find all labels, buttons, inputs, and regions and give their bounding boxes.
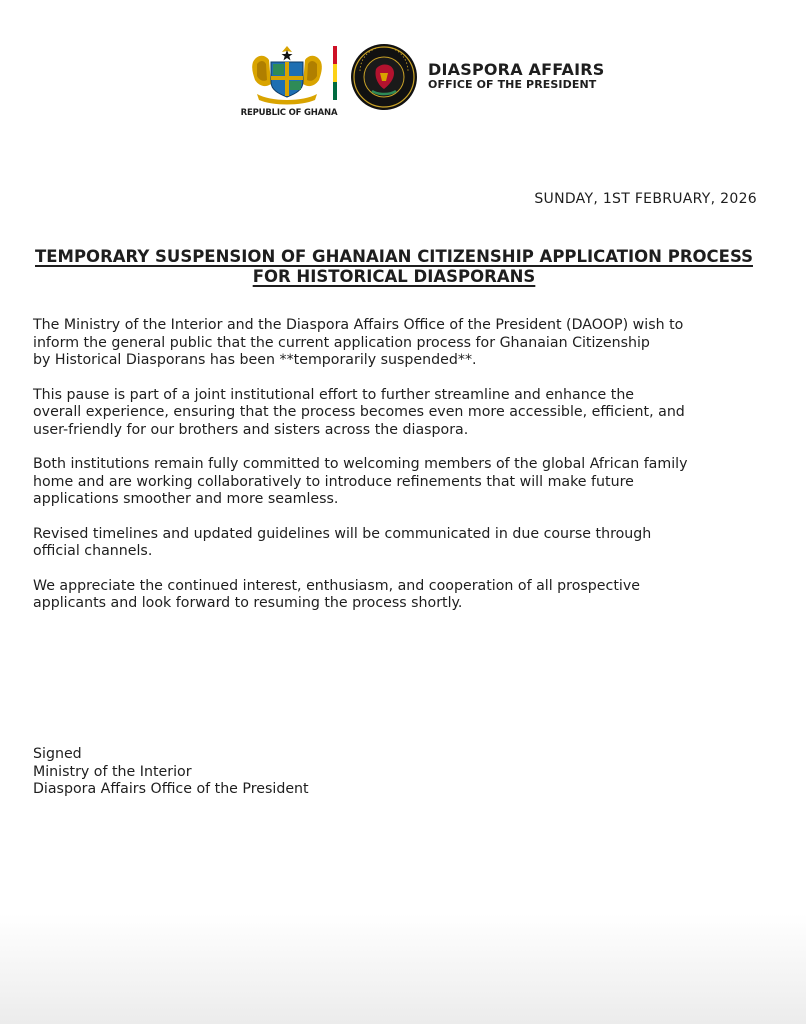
ghana-coat-of-arms-icon — [249, 44, 325, 106]
paragraph-line: This pause is part of a joint institutional effort to further streamline and enhance the — [33, 386, 635, 403]
paragraph-line: home and are working collaboratively to introduce refinements that will make future — [33, 473, 634, 490]
paragraph — [33, 317, 773, 370]
document-body — [33, 317, 773, 630]
paragraph — [33, 578, 773, 613]
paragraph-line: official channels. — [33, 543, 153, 559]
brand-subtitle: OFFICE OF THE PRESIDENT — [428, 78, 597, 91]
title-line-1: TEMPORARY SUSPENSION OF GHANAIAN CITIZENSHIP APPLICATION PROCESS — [35, 247, 753, 266]
paragraph-line: by Historical Diasporans has been **temporarily suspended**. — [33, 352, 477, 368]
paragraph-line: overall experience, ensuring that the process becomes even more accessible, efficient, and — [33, 404, 685, 420]
signature-label: Signed — [33, 746, 82, 762]
bottom-fade — [0, 914, 806, 1024]
paragraph-line: Revised timelines and updated guidelines will be communicated in due course through — [33, 525, 652, 542]
diaspora-affairs-seal-icon — [350, 43, 418, 111]
paragraph-line: inform the general public that the current application process for Ghanaian Citizenship — [33, 334, 650, 351]
brand-title: DIASPORA AFFAIRS — [428, 60, 605, 79]
paragraph-line: applications smoother and more seamless. — [33, 491, 339, 507]
flag-color-bar — [333, 46, 337, 100]
signatory-ministry: Ministry of the Interior — [33, 763, 192, 780]
brand-block — [428, 61, 605, 91]
document-date: SUNDAY, 1ST FEBRUARY, 2026 — [534, 191, 757, 207]
paragraph — [33, 387, 773, 440]
title-line-2: FOR HISTORICAL DIASPORANS — [252, 267, 536, 286]
paragraph-line: applicants and look forward to resuming the process shortly. — [33, 595, 463, 611]
document-title — [14, 247, 774, 287]
paragraph — [33, 456, 773, 509]
coat-of-arms-caption: REPUBLIC OF GHANA — [240, 108, 338, 118]
paragraph-line: user-friendly for our brothers and sisters across the diaspora. — [33, 421, 469, 438]
signature-block — [33, 746, 309, 799]
paragraph-line: The Ministry of the Interior and the Diaspora Affairs Office of the President (DAOOP) wish to — [33, 317, 684, 333]
paragraph — [33, 526, 773, 561]
paragraph-line: Both institutions remain fully committed to welcoming members of the global African family — [33, 456, 688, 472]
paragraph-line: We appreciate the continued interest, enthusiasm, and cooperation of all prospective — [33, 577, 640, 594]
signatory-office: Diaspora Affairs Office of the President — [33, 781, 309, 797]
